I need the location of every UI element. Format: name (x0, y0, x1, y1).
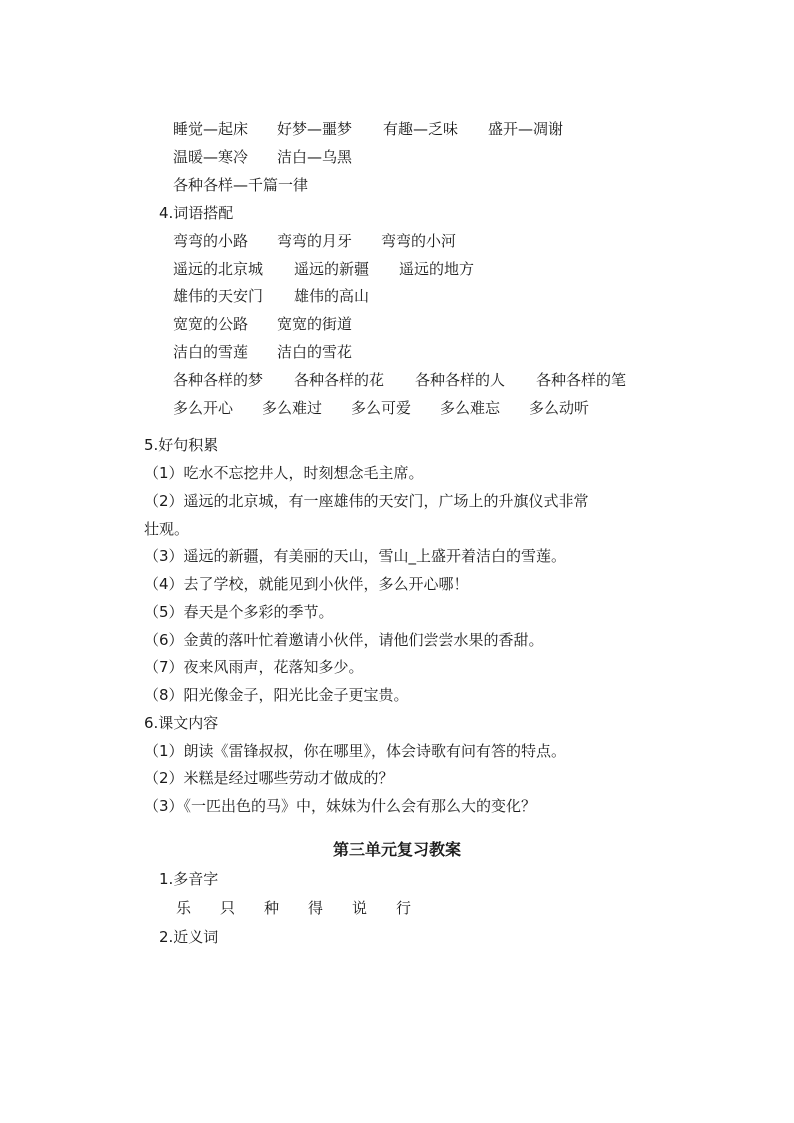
collocation-row (173, 342, 352, 362)
collocation: 多么难忘 (440, 399, 501, 417)
antonym-row-2 (173, 147, 352, 167)
polyphone-char: 说 (352, 899, 368, 917)
sentence: （5）春天是个多彩的季节。 (144, 603, 334, 621)
collocation: 雄伟的高山 (294, 287, 370, 305)
antonym-pair: 有趣—乏味 (383, 120, 459, 138)
collocation: 多么可爱 (351, 399, 412, 417)
sentence: （1）吃水不忘挖井人，时刻想念毛主席。 (144, 464, 424, 482)
collocation: 多么动听 (529, 399, 590, 417)
collocation: 宽宽的街道 (277, 315, 353, 333)
collocation-row (173, 314, 352, 334)
collocation: 各种各样的梦 (173, 371, 264, 389)
collocation: 弯弯的月牙 (277, 232, 353, 250)
antonym-pair: 温暖—寒冷 (173, 148, 249, 166)
section-5-heading: 5.好句积累 (144, 436, 219, 454)
collocation: 雄伟的天安门 (173, 287, 264, 305)
sentence-continuation: 壮观。 (144, 520, 190, 538)
section-4-heading: 4.词语搭配 (159, 204, 234, 222)
antonym-pair: 盛开—凋谢 (488, 120, 564, 138)
question: （1）朗读《雷锋叔叔，你在哪里》，体会诗歌有问有答的特点。 (144, 742, 567, 760)
section-6-heading: 6.课文内容 (144, 714, 219, 732)
collocation: 遥远的新疆 (294, 260, 370, 278)
synonym-heading: 2.近义词 (159, 928, 219, 946)
sentence: （8）阳光像金子，阳光比金子更宝贵。 (144, 686, 409, 704)
collocation: 弯弯的小路 (173, 232, 249, 250)
collocation: 各种各样的花 (294, 371, 385, 389)
collocation: 遥远的北京城 (173, 260, 264, 278)
polyphone-char: 得 (308, 899, 324, 917)
antonym-row-1 (173, 119, 563, 139)
sentence: （3）遥远的新疆，有美丽的天山，雪山_上盛开着洁白的雪莲。 (144, 547, 567, 565)
collocation-row (173, 398, 589, 418)
antonym-row-3 (173, 175, 308, 195)
collocation-row (173, 259, 474, 279)
polyphone-chars (176, 898, 411, 918)
unit-3-title: 第三单元复习教案 (332, 840, 461, 859)
collocation: 洁白的雪花 (277, 343, 353, 361)
antonym-pair: 睡觉—起床 (173, 120, 249, 138)
question: （3）《一匹出色的马》中，妹妹为什么会有那么大的变化？ (144, 797, 537, 815)
collocation: 洁白的雪莲 (173, 343, 249, 361)
polyphone-char: 种 (264, 899, 280, 917)
collocation: 多么开心 (173, 399, 234, 417)
sentence: （7）夜来风雨声，花落知多少。 (144, 658, 364, 676)
collocation: 各种各样的人 (415, 371, 506, 389)
collocation-row (173, 286, 369, 306)
sentence: （6）金黄的落叶忙着邀请小伙伴，请他们尝尝水果的香甜。 (144, 631, 544, 649)
polyphone-char: 行 (396, 899, 412, 917)
polyphone-char: 乐 (176, 899, 192, 917)
polyphone-char: 只 (220, 899, 236, 917)
collocation: 遥远的地方 (399, 260, 475, 278)
collocation-row (173, 370, 626, 390)
sentence: （2）遥远的北京城，有一座雄伟的天安门，广场上的升旗仪式非常 (144, 492, 589, 510)
collocation: 各种各样的笔 (536, 371, 627, 389)
polyphone-heading: 1.多音字 (159, 870, 219, 888)
antonym-pair: 好梦—噩梦 (277, 120, 353, 138)
sentence: （4）去了学校，就能见到小伙伴，多么开心哪！ (144, 575, 469, 593)
collocation: 多么难过 (262, 399, 323, 417)
antonym-pair: 洁白—乌黑 (277, 148, 353, 166)
collocation: 宽宽的公路 (173, 315, 249, 333)
collocation-row (173, 231, 456, 251)
antonym-pair: 各种各样—千篇一律 (173, 176, 309, 194)
collocation: 弯弯的小河 (381, 232, 457, 250)
question: （2）米糕是经过哪些劳动才做成的？ (144, 769, 394, 787)
